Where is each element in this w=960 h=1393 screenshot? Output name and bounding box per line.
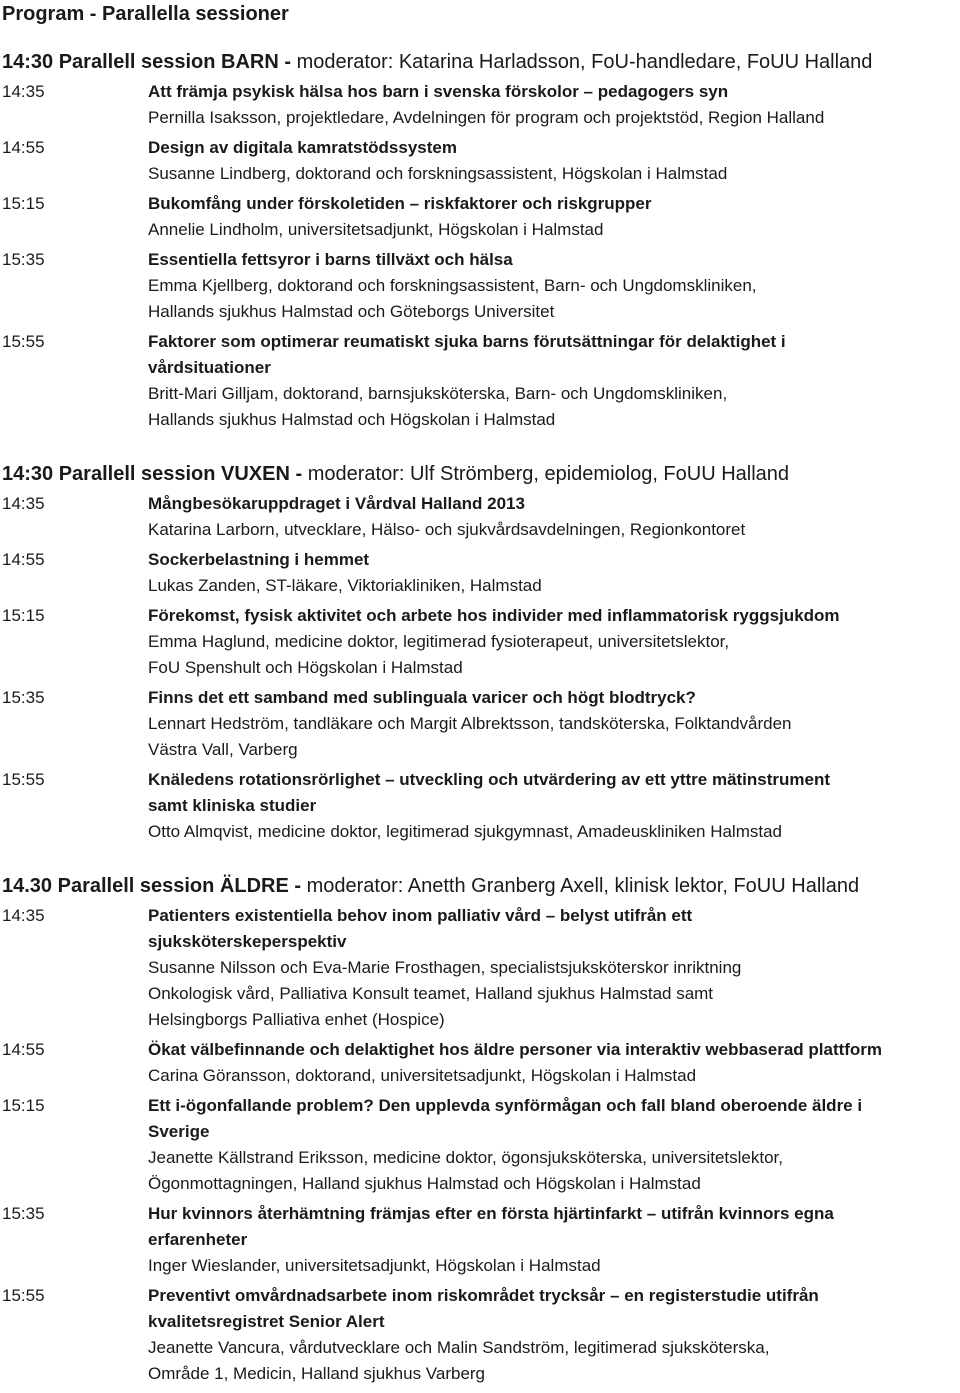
- talk-item: [2, 1201, 958, 1279]
- talk-item: [2, 79, 958, 131]
- talk-speaker-line: Område 1, Medicin, Halland sjukhus Varberg: [148, 1364, 486, 1383]
- session-separator: -: [278, 51, 297, 73]
- talk-time: 14:35: [2, 494, 45, 513]
- talk-speaker-line: Ögonmottagningen, Halland sjukhus Halmstad och Högskolan i Halmstad: [148, 1174, 701, 1193]
- talk-speaker-line: Jeanette Vancura, vårdutvecklare och Malin Sandström, legitimerad sjuksköterska,: [148, 1338, 770, 1357]
- talk-time: 15:55: [2, 1286, 45, 1305]
- talk-title-line: Förekomst, fysisk aktivitet och arbete hos individer med inflammatorisk ryggsjukdom: [148, 606, 840, 625]
- talk-title-line: Sockerbelastning i hemmet: [148, 550, 370, 569]
- talk-time: 15:35: [2, 250, 45, 269]
- talk-time: 15:55: [2, 770, 45, 789]
- session-header: [2, 873, 958, 899]
- talk-speaker-line: Västra Vall, Varberg: [148, 740, 298, 759]
- talk-speaker-line: Lukas Zanden, ST-läkare, Viktoriakliniken, Halmstad: [148, 576, 542, 595]
- talk-item: [2, 685, 958, 763]
- talk-item: [2, 903, 958, 1033]
- talk-speaker-line: Carina Göransson, doktorand, universitetsadjunkt, Högskolan i Halmstad: [148, 1066, 697, 1085]
- talk-speaker-line: Pernilla Isaksson, projektledare, Avdelningen för program och projektstöd, Region Halland: [148, 108, 825, 127]
- talk-title-line: Bukomfång under förskoletiden – riskfaktorer och riskgrupper: [148, 194, 652, 213]
- talk-time: 15:15: [2, 194, 45, 213]
- talk-speaker-line: FoU Spenshult och Högskolan i Halmstad: [148, 658, 463, 677]
- session-block: [2, 461, 958, 849]
- session-block: [2, 49, 958, 437]
- talk-title-line: Finns det ett samband med sublinguala varicer och högt blodtryck?: [148, 688, 696, 707]
- talk-speaker-line: Annelie Lindholm, universitetsadjunkt, Högskolan i Halmstad: [148, 220, 604, 239]
- talk-speaker-line: Jeanette Källstrand Eriksson, medicine doktor, ögonsjuksköterska, universitetslektor,: [148, 1148, 783, 1167]
- talk-title-line: Preventivt omvårdnadsarbete inom riskområdet trycksår – en registerstudie utifrån: [148, 1286, 819, 1305]
- talk-body: [148, 603, 958, 681]
- talk-item: [2, 329, 958, 433]
- talk-item: [2, 135, 958, 187]
- talk-title-line: Knäledens rotationsrörlighet – utveckling och utvärdering av ett yttre mätinstrument: [148, 770, 831, 789]
- session-moderator: moderator: Anetth Granberg Axell, klinisk lektor, FoUU Halland: [306, 875, 860, 897]
- talk-item: [2, 603, 958, 681]
- talk-speaker-line: Susanne Lindberg, doktorand och forskningsassistent, Högskolan i Halmstad: [148, 164, 728, 183]
- talk-item: [2, 247, 958, 325]
- talk-title-line: Hur kvinnors återhämtning främjas efter en första hjärtinfarkt – utifrån kvinnors egna: [148, 1204, 834, 1223]
- session-block: [2, 873, 958, 1391]
- talk-time: 15:15: [2, 1096, 45, 1115]
- session-separator: -: [288, 875, 307, 897]
- talk-title-line: vårdsituationer: [148, 358, 271, 377]
- session-label: 14:30 Parallell session BARN: [2, 51, 279, 73]
- talk-title-line: Sverige: [148, 1122, 210, 1141]
- talk-time: 14:35: [2, 82, 45, 101]
- talk-body: [148, 1201, 958, 1279]
- talk-speaker-line: Britt-Mari Gilljam, doktorand, barnsjuksköterska, Barn- och Ungdomskliniken,: [148, 384, 728, 403]
- talk-time: 14:55: [2, 1040, 45, 1059]
- talk-speaker-line: Helsingborgs Palliativa enhet (Hospice): [148, 1010, 445, 1029]
- talk-title-line: Ökat välbefinnande och delaktighet hos äldre personer via interaktiv webbaserad plattform: [148, 1040, 883, 1059]
- talk-title-line: erfarenheter: [148, 1230, 248, 1249]
- talk-title-line: Essentiella fettsyror i barns tillväxt och hälsa: [148, 250, 513, 269]
- talk-title-line: Faktorer som optimerar reumatiskt sjuka barns förutsättningar för delaktighet i: [148, 332, 786, 351]
- talk-time: 14:55: [2, 550, 45, 569]
- talk-speaker-line: Emma Kjellberg, doktorand och forskningsassistent, Barn- och Ungdomskliniken,: [148, 276, 757, 295]
- talk-speaker-line: Otto Almqvist, medicine doktor, legitimerad sjukgymnast, Amadeuskliniken Halmstad: [148, 822, 782, 841]
- talk-body: [148, 491, 958, 543]
- talk-time: 14:35: [2, 906, 45, 925]
- talk-item: [2, 1037, 958, 1089]
- talk-body: [148, 79, 958, 131]
- talk-speaker-line: Katarina Larborn, utvecklare, Hälso- och sjukvårdsavdelningen, Regionkontoret: [148, 520, 746, 539]
- page-title: Program - Parallella sessioner: [2, 3, 289, 25]
- talk-body: [148, 191, 958, 243]
- session-label: 14:30 Parallell session VUXEN: [2, 463, 290, 485]
- talk-item: [2, 767, 958, 845]
- talk-speaker-line: Lennart Hedström, tandläkare och Margit Albrektsson, tandsköterska, Folktandvården: [148, 714, 792, 733]
- talk-item: [2, 1283, 958, 1387]
- session-header: [2, 461, 958, 487]
- talk-speaker-line: Inger Wieslander, universitetsadjunkt, Högskolan i Halmstad: [148, 1256, 601, 1275]
- talk-time: 15:15: [2, 606, 45, 625]
- talk-title-line: Att främja psykisk hälsa hos barn i svenska förskolor – pedagogers syn: [148, 82, 729, 101]
- talk-item: [2, 547, 958, 599]
- talk-title-line: Design av digitala kamratstödssystem: [148, 138, 457, 157]
- talk-item: [2, 1093, 958, 1197]
- talk-title-line: samt kliniska studier: [148, 796, 317, 815]
- talk-body: [148, 247, 958, 325]
- talk-speaker-line: Hallands sjukhus Halmstad och Högskolan i Halmstad: [148, 410, 556, 429]
- talk-body: [148, 1037, 958, 1089]
- talk-speaker-line: Hallands sjukhus Halmstad och Göteborgs Universitet: [148, 302, 555, 321]
- talk-time: 15:35: [2, 688, 45, 707]
- talk-speaker-line: Susanne Nilsson och Eva-Marie Frosthagen, specialistsjuksköterskor inriktning: [148, 958, 742, 977]
- talk-title-line: Mångbesökaruppdraget i Vårdval Halland 2013: [148, 494, 525, 513]
- talk-title-line: Patienters existentiella behov inom palliativ vård – belyst utifrån ett: [148, 906, 693, 925]
- talk-body: [148, 903, 958, 1033]
- talk-item: [2, 491, 958, 543]
- talk-title-line: Ett i-ögonfallande problem? Den upplevda synförmågan och fall bland oberoende äldre i: [148, 1096, 863, 1115]
- talk-title-line: sjuksköterskeperspektiv: [148, 932, 347, 951]
- talk-item: [2, 191, 958, 243]
- session-header: [2, 49, 958, 75]
- talk-body: [148, 547, 958, 599]
- talk-body: [148, 767, 958, 845]
- talk-time: 14:55: [2, 138, 45, 157]
- talk-body: [148, 685, 958, 763]
- talk-speaker-line: Emma Haglund, medicine doktor, legitimerad fysioterapeut, universitetslektor,: [148, 632, 730, 651]
- talk-body: [148, 1093, 958, 1197]
- session-separator: -: [289, 463, 308, 485]
- session-label: 14.30 Parallell session ÄLDRE: [2, 875, 289, 897]
- talk-time: 15:55: [2, 332, 45, 351]
- talk-body: [148, 329, 958, 433]
- talk-body: [148, 1283, 958, 1387]
- session-moderator: moderator: Katarina Harladsson, FoU-handledare, FoUU Halland: [296, 51, 873, 73]
- talk-title-line: kvalitetsregistret Senior Alert: [148, 1312, 385, 1331]
- talk-body: [148, 135, 958, 187]
- session-moderator: moderator: Ulf Strömberg, epidemiolog, FoUU Halland: [307, 463, 790, 485]
- talk-speaker-line: Onkologisk vård, Palliativa Konsult teamet, Halland sjukhus Halmstad samt: [148, 984, 714, 1003]
- talk-time: 15:35: [2, 1204, 45, 1223]
